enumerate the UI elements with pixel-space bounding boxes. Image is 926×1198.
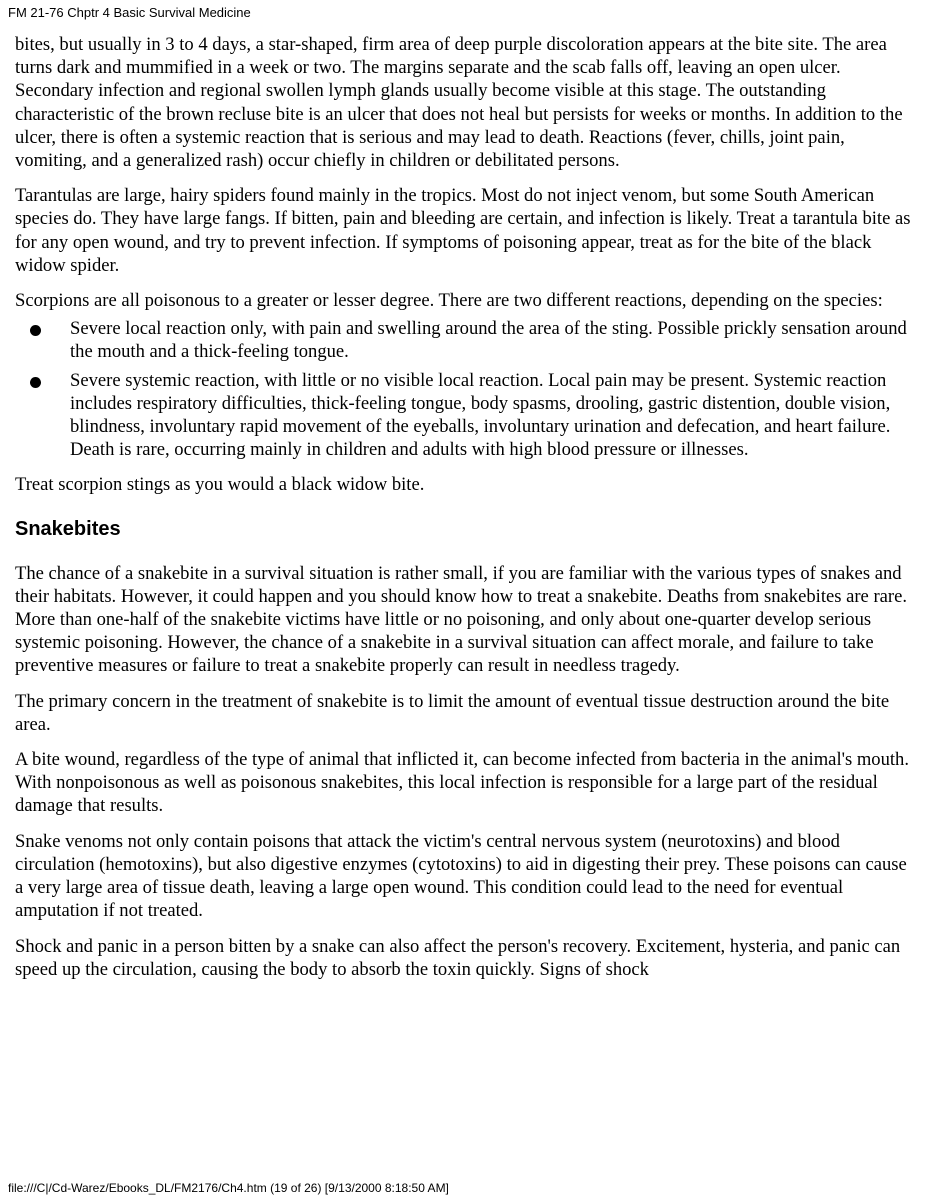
paragraph-scorpions: Scorpions are all poisonous to a greater or lesser degree. There are two different reactions, depending on the species: (15, 290, 883, 312)
section-heading-snakebites: Snakebites (15, 517, 121, 540)
page-footer-path: file:///C|/Cd-Warez/Ebooks_DL/FM2176/Ch4.htm (19 of 26) [9/13/2000 8:18:50 AM] (8, 1181, 449, 1195)
paragraph-scorpion-treatment: Treat scorpion stings as you would a black widow bite. (15, 474, 425, 496)
list-item-text: Severe systemic reaction, with little or no visible local reaction. Local pain may be present. Systemic reaction includes respiratory difficulties, thick-feeling tongue, body spasms, drooling, gastric distention, double vision, blindness, involuntary rapid movement of the eyeballs, involuntary urination and defecation, and heart failure. Death is rare, occurring mainly in children and adults with high blood pressure or illnesses. (70, 369, 891, 461)
paragraph-bite-wound: A bite wound, regardless of the type of animal that inflicted it, can become infected from bacteria in the animal's mouth. With nonpoisonous as well as poisonous snakebites, this local infection is responsible for a large part of the residual damage that results. (15, 749, 910, 817)
document-body (15, 33, 915, 993)
list-item (70, 369, 915, 462)
paragraph-primary-concern: The primary concern in the treatment of snakebite is to limit the amount of eventual tissue destruction around the bite area. (15, 690, 890, 735)
paragraph-brown-recluse: bites, but usually in 3 to 4 days, a star-shaped, firm area of deep purple discoloration appears at the bite site. The area turns dark and mummified in a week or two. The margins separate and the scab falls off, leaving an open ulcer. Secondary infection and regional swollen lymph glands usually become visible at this stage. The outstanding characteristic of the brown recluse bite is an ulcer that does not heal but persists for weeks or months. In addition to the ulcer, there is often a systemic reaction that is serious and may lead to death. Reactions (fever, chills, joint pain, vomiting, and a generalized rash) occur chiefly in children or debilitated persons. (15, 34, 903, 172)
list-item-text: Severe local reaction only, with pain and swelling around the area of the sting. Possible prickly sensation around the mouth and a thick-feeling tongue. (70, 318, 907, 363)
list-item (70, 317, 915, 363)
paragraph-tarantulas: Tarantulas are large, hairy spiders found mainly in the tropics. Most do not inject venom, but some South American species do. They have large fangs. If bitten, pain and bleeding are certain, and infection is likely. Treat a tarantula bite as for any open wound, and try to prevent infection. If symptoms of poisoning appear, treat as for the bite of the black widow spider. (15, 185, 911, 276)
paragraph-shock-panic: Shock and panic in a person bitten by a snake can also affect the person's recovery. Excitement, hysteria, and panic can speed up the circulation, causing the body to absorb the toxin quickly. Signs of shock (15, 935, 901, 980)
paragraph-snake-venoms: Snake venoms not only contain poisons that attack the victim's central nervous system (neurotoxins) and blood circulation (hemotoxins), but also digestive enzymes (cytotoxins) to aid in digesting their prey. These poisons can cause a very large area of tissue death, leaving a large open wound. This condition could lead to the need for eventual amputation if not treated. (15, 830, 907, 922)
bullet-icon (30, 325, 41, 336)
scorpion-reaction-list (15, 317, 915, 461)
paragraph-snakebite-chance: The chance of a snakebite in a survival situation is rather small, if you are familiar with the various types of snakes and their habitats. However, it could happen and you should know how to treat a snakebite. Deaths from snakebites are rare. More than one-half of the snakebite victims have little or no poisoning, and only about one-quarter develop serious systemic poisoning. However, the chance of a snakebite in a survival situation can affect morale, and failure to take preventive measures or failure to treat a snakebite properly can result in needless tragedy. (15, 562, 908, 677)
bullet-icon (30, 377, 41, 388)
page-header-title: FM 21-76 Chptr 4 Basic Survival Medicine (8, 5, 251, 20)
